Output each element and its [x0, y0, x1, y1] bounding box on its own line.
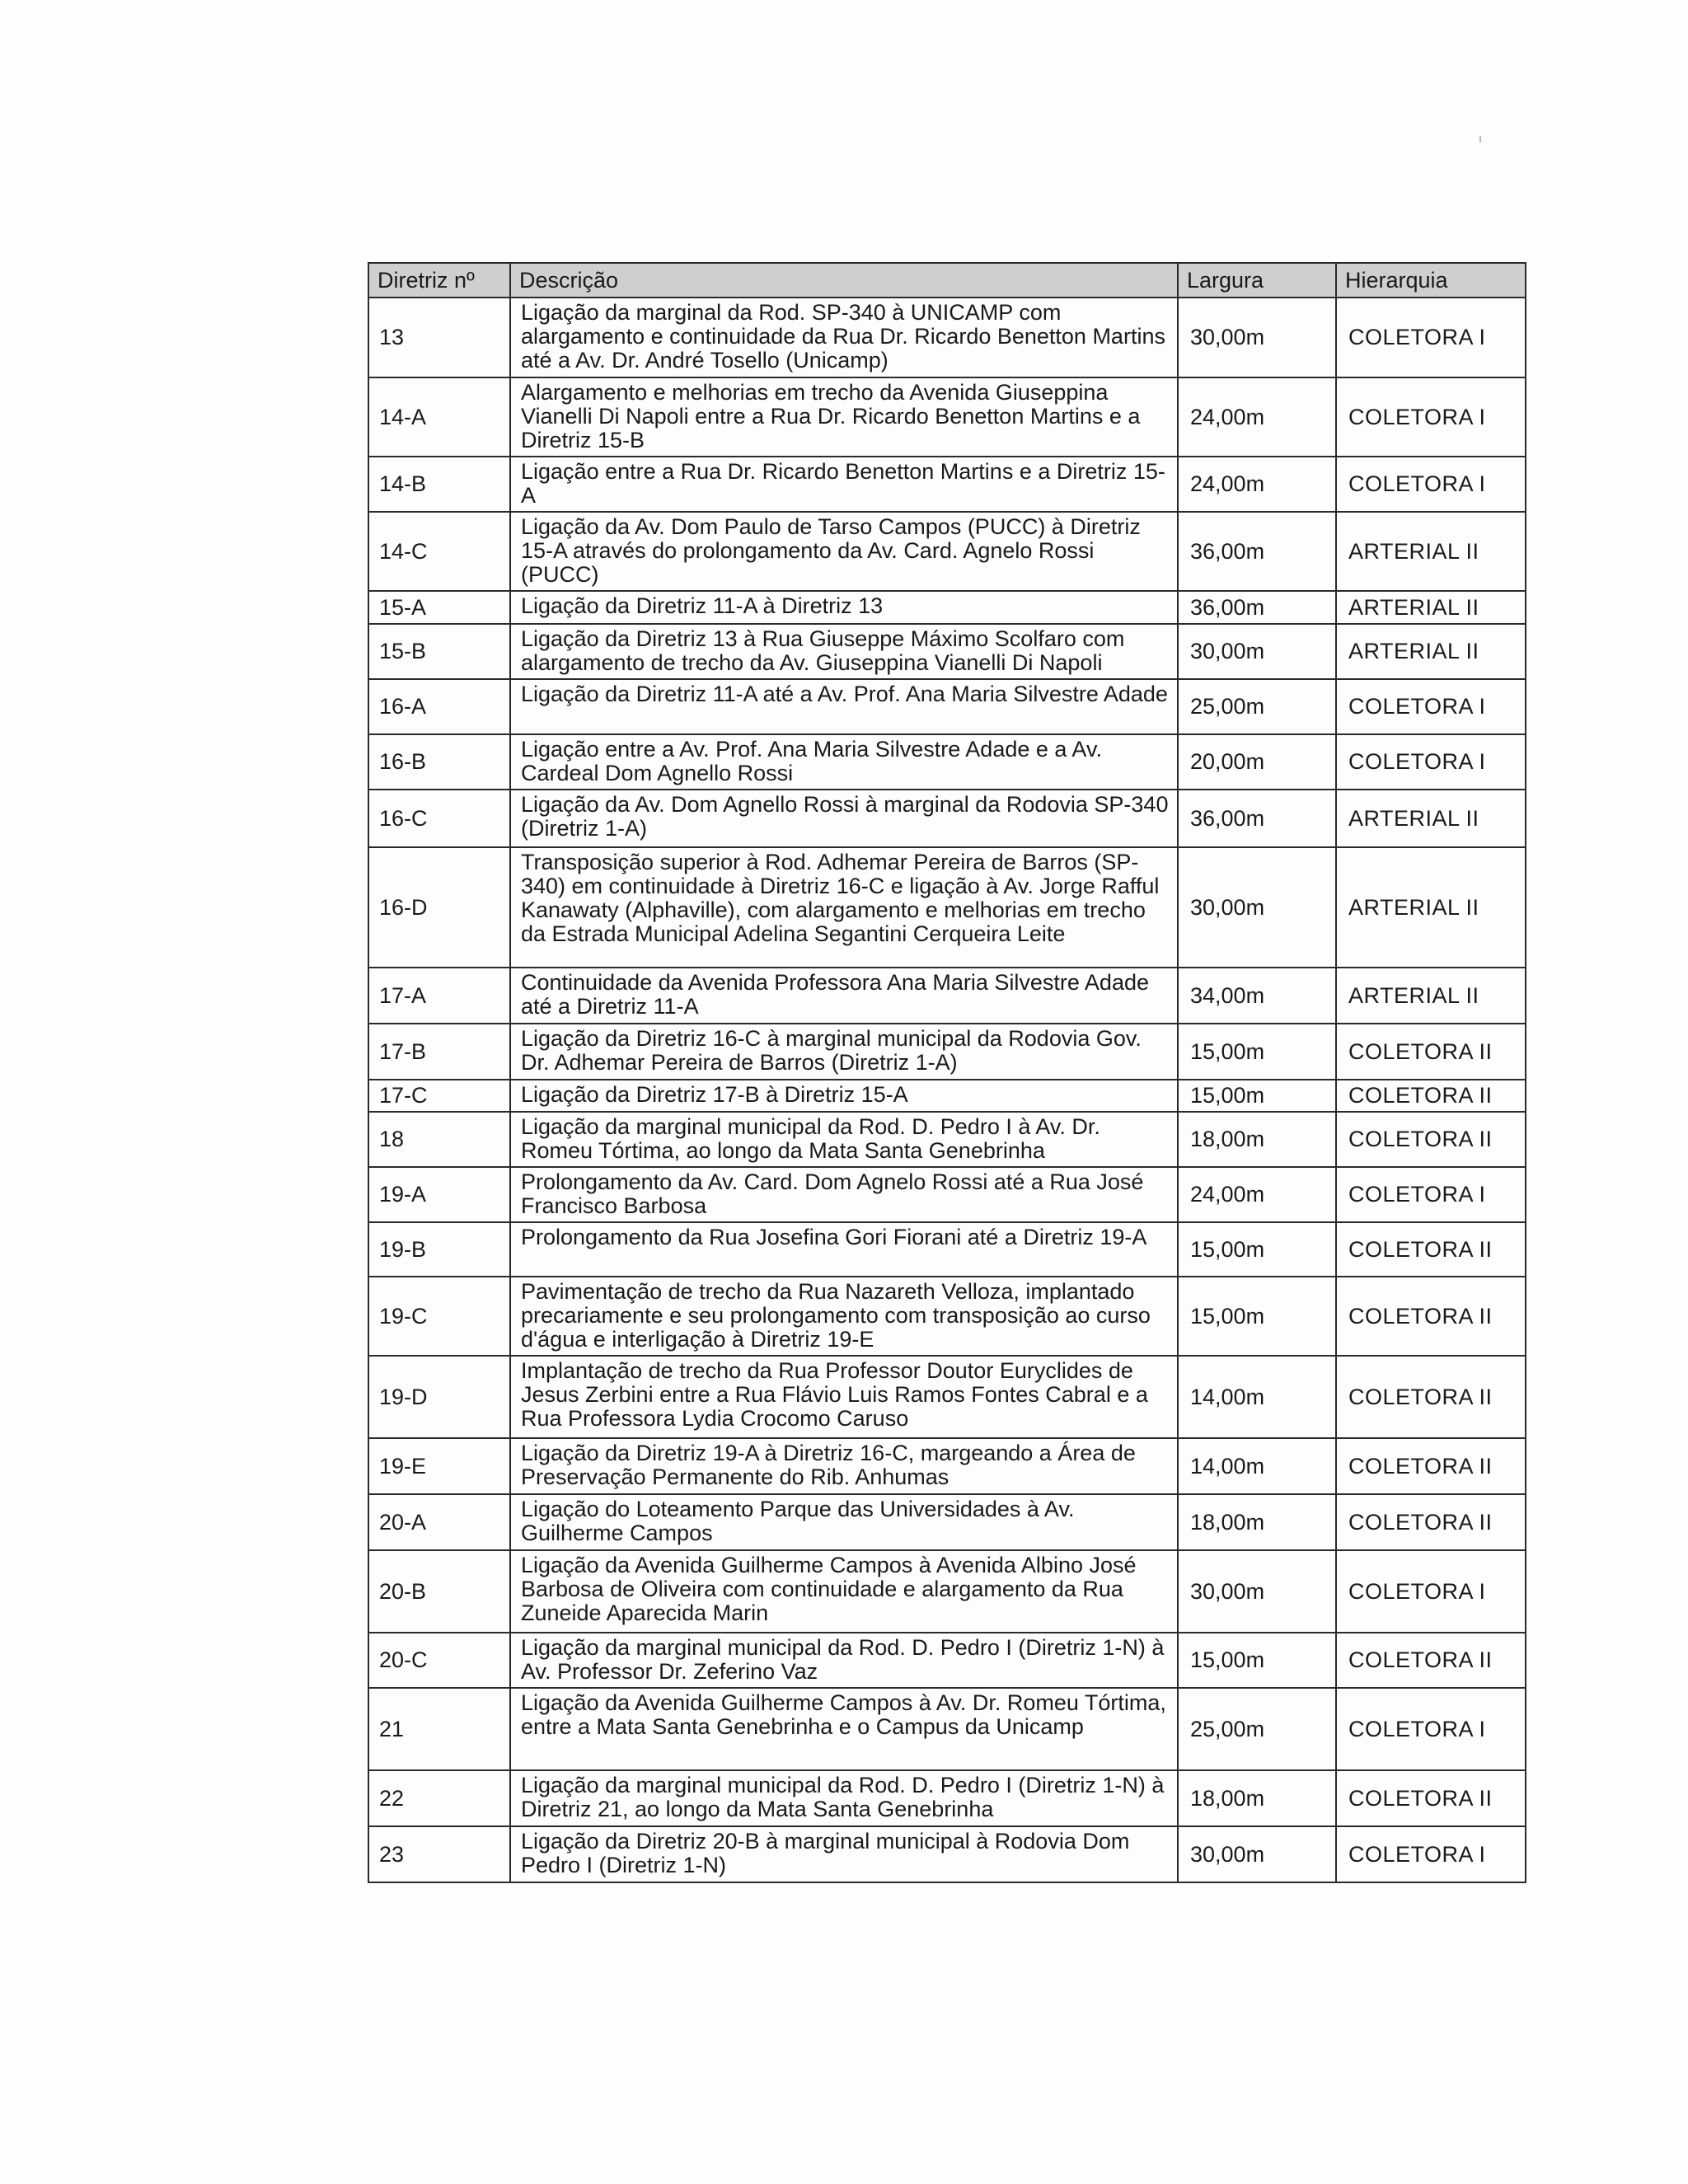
header-row: [368, 263, 1526, 298]
cell-hierarquia: COLETORA I: [1336, 734, 1526, 790]
cell-hierarquia: ARTERIAL II: [1336, 790, 1526, 847]
cell-largura: 15,00m: [1178, 1277, 1336, 1356]
cell-diretriz: 21: [368, 1688, 510, 1770]
cell-largura: 14,00m: [1178, 1438, 1336, 1494]
cell-diretriz: 15-A: [368, 591, 510, 624]
cell-descricao: Ligação da Diretriz 16-C à marginal municipal da Rodovia Gov. Dr. Adhemar Pereira de Barros (Diretriz 1-A): [510, 1024, 1178, 1080]
cell-diretriz: 16-D: [368, 847, 510, 968]
cell-descricao: Ligação da Diretriz 20-B à marginal municipal à Rodovia Dom Pedro I (Diretriz 1-N): [510, 1826, 1178, 1882]
cell-hierarquia: COLETORA II: [1336, 1080, 1526, 1112]
cell-descricao: Ligação entre a Av. Prof. Ana Maria Silvestre Adade e a Av. Cardeal Dom Agnello Rossi: [510, 734, 1178, 790]
cell-largura: 30,00m: [1178, 1826, 1336, 1882]
cell-descricao: Continuidade da Avenida Professora Ana Maria Silvestre Adade até a Diretriz 11-A: [510, 968, 1178, 1024]
cell-descricao: Alargamento e melhorias em trecho da Avenida Giuseppina Vianelli Di Napoli entre a Rua Dr. Ricardo Benetton Martins e a Diretriz 15-B: [510, 377, 1178, 457]
table-row: [368, 1438, 1526, 1494]
cell-largura: 24,00m: [1178, 1167, 1336, 1222]
cell-diretriz: 19-A: [368, 1167, 510, 1222]
cell-largura: 36,00m: [1178, 591, 1336, 624]
cell-hierarquia: ARTERIAL II: [1336, 968, 1526, 1024]
cell-hierarquia: COLETORA II: [1336, 1438, 1526, 1494]
cell-hierarquia: COLETORA I: [1336, 298, 1526, 377]
cell-diretriz: 13: [368, 298, 510, 377]
cell-largura: 24,00m: [1178, 377, 1336, 457]
cell-descricao: Ligação da Diretriz 19-A à Diretriz 16-C, margeando a Área de Preservação Permanente do Rib. Anhumas: [510, 1438, 1178, 1494]
cell-diretriz: 17-C: [368, 1080, 510, 1112]
cell-largura: 15,00m: [1178, 1024, 1336, 1080]
cell-hierarquia: COLETORA II: [1336, 1024, 1526, 1080]
cell-descricao: Implantação de trecho da Rua Professor Doutor Euryclides de Jesus Zerbini entre a Rua Flávio Luis Ramos Fontes Cabral e a Rua Professora Lydia Crocomo Caruso: [510, 1356, 1178, 1438]
cell-descricao: Transposição superior à Rod. Adhemar Pereira de Barros (SP-340) em continuidade à Diretriz 16-C e ligação à Av. Jorge Rafful Kanawaty (Alphaville), com alargamento e melhorias em trecho da Estrada Municipal Adelina Segantini Cerqueira Leite: [510, 847, 1178, 968]
cell-descricao: Prolongamento da Av. Card. Dom Agnelo Rossi até a Rua José Francisco Barbosa: [510, 1167, 1178, 1222]
cell-hierarquia: COLETORA I: [1336, 377, 1526, 457]
cell-largura: 30,00m: [1178, 1550, 1336, 1633]
table-row: [368, 679, 1526, 734]
cell-largura: 30,00m: [1178, 298, 1336, 377]
cell-hierarquia: ARTERIAL II: [1336, 847, 1526, 968]
cell-diretriz: 19-D: [368, 1356, 510, 1438]
cell-largura: 20,00m: [1178, 734, 1336, 790]
table-row: [368, 1770, 1526, 1826]
table-row: [368, 1550, 1526, 1633]
cell-hierarquia: COLETORA I: [1336, 1550, 1526, 1633]
table-row: [368, 1024, 1526, 1080]
cell-diretriz: 16-C: [368, 790, 510, 847]
cell-diretriz: 20-A: [368, 1494, 510, 1550]
cell-hierarquia: COLETORA I: [1336, 679, 1526, 734]
cell-diretriz: 19-B: [368, 1222, 510, 1277]
cell-diretriz: 18: [368, 1112, 510, 1167]
cell-descricao: Prolongamento da Rua Josefina Gori Fiorani até a Diretriz 19-A: [510, 1222, 1178, 1277]
cell-diretriz: 14-C: [368, 512, 510, 591]
table-row: [368, 1222, 1526, 1277]
cell-largura: 24,00m: [1178, 457, 1336, 512]
cell-hierarquia: ARTERIAL II: [1336, 512, 1526, 591]
cell-descricao: Ligação da Avenida Guilherme Campos à Avenida Albino José Barbosa de Oliveira com continuidade e alargamento da Rua Zuneide Aparecida Marin: [510, 1550, 1178, 1633]
cell-hierarquia: COLETORA I: [1336, 1167, 1526, 1222]
cell-descricao: Ligação da marginal da Rod. SP-340 à UNICAMP com alargamento e continuidade da Rua Dr. Ricardo Benetton Martins até a Av. Dr. André Tosello (Unicamp): [510, 298, 1178, 377]
cell-largura: 25,00m: [1178, 679, 1336, 734]
cell-hierarquia: COLETORA II: [1336, 1222, 1526, 1277]
table-row: [368, 1494, 1526, 1550]
cell-diretriz: 17-B: [368, 1024, 510, 1080]
cell-diretriz: 16-A: [368, 679, 510, 734]
cell-hierarquia: COLETORA II: [1336, 1356, 1526, 1438]
cell-diretriz: 20-B: [368, 1550, 510, 1633]
cell-descricao: Ligação da Avenida Guilherme Campos à Av. Dr. Romeu Tórtima, entre a Mata Santa Genebrinha e o Campus da Unicamp: [510, 1688, 1178, 1770]
cell-diretriz: 19-E: [368, 1438, 510, 1494]
table-row: [368, 457, 1526, 512]
cell-descricao: Ligação da Diretriz 17-B à Diretriz 15-A: [510, 1080, 1178, 1112]
scan-speck: [1479, 136, 1481, 143]
cell-largura: 25,00m: [1178, 1688, 1336, 1770]
cell-descricao: Ligação da marginal municipal da Rod. D. Pedro I (Diretriz 1-N) à Av. Professor Dr. Zeferino Vaz: [510, 1633, 1178, 1688]
cell-largura: 30,00m: [1178, 624, 1336, 679]
cell-descricao: Pavimentação de trecho da Rua Nazareth Velloza, implantado precariamente e seu prolongamento com transposição ao curso d'água e interligação à Diretriz 19-E: [510, 1277, 1178, 1356]
cell-largura: 15,00m: [1178, 1633, 1336, 1688]
cell-descricao: Ligação entre a Rua Dr. Ricardo Benetton Martins e a Diretriz 15-A: [510, 457, 1178, 512]
cell-hierarquia: COLETORA II: [1336, 1277, 1526, 1356]
table-row: [368, 377, 1526, 457]
cell-descricao: Ligação da marginal municipal da Rod. D. Pedro I (Diretriz 1-N) à Diretriz 21, ao longo da Mata Santa Genebrinha: [510, 1770, 1178, 1826]
cell-largura: 34,00m: [1178, 968, 1336, 1024]
cell-diretriz: 16-B: [368, 734, 510, 790]
table-row: [368, 968, 1526, 1024]
cell-largura: 18,00m: [1178, 1494, 1336, 1550]
header-hierarquia: Hierarquia: [1336, 263, 1526, 298]
header-descricao: Descrição: [510, 263, 1178, 298]
cell-diretriz: 23: [368, 1826, 510, 1882]
table-row: [368, 790, 1526, 847]
cell-hierarquia: COLETORA I: [1336, 1826, 1526, 1882]
table-row: [368, 1633, 1526, 1688]
cell-hierarquia: COLETORA I: [1336, 457, 1526, 512]
cell-diretriz: 15-B: [368, 624, 510, 679]
table-row: [368, 1080, 1526, 1112]
table-row: [368, 734, 1526, 790]
cell-largura: 36,00m: [1178, 512, 1336, 591]
cell-largura: 18,00m: [1178, 1770, 1336, 1826]
table-row: [368, 624, 1526, 679]
cell-descricao: Ligação da Diretriz 11-A até a Av. Prof. Ana Maria Silvestre Adade: [510, 679, 1178, 734]
table-row: [368, 512, 1526, 591]
cell-hierarquia: COLETORA II: [1336, 1494, 1526, 1550]
table-row: [368, 298, 1526, 377]
cell-largura: 14,00m: [1178, 1356, 1336, 1438]
table-body: [368, 298, 1526, 1882]
table-row: [368, 1826, 1526, 1882]
cell-descricao: Ligação da Av. Dom Paulo de Tarso Campos (PUCC) à Diretriz 15-A através do prolongamento da Av. Card. Agnelo Rossi (PUCC): [510, 512, 1178, 591]
cell-diretriz: 14-B: [368, 457, 510, 512]
cell-descricao: Ligação da Diretriz 13 à Rua Giuseppe Máximo Scolfaro com alargamento de trecho da Av. Giuseppina Vianelli Di Napoli: [510, 624, 1178, 679]
cell-descricao: Ligação da marginal municipal da Rod. D. Pedro I à Av. Dr. Romeu Tórtima, ao longo da Mata Santa Genebrinha: [510, 1112, 1178, 1167]
cell-descricao: Ligação do Loteamento Parque das Universidades à Av. Guilherme Campos: [510, 1494, 1178, 1550]
cell-largura: 15,00m: [1178, 1080, 1336, 1112]
cell-hierarquia: COLETORA II: [1336, 1112, 1526, 1167]
cell-hierarquia: ARTERIAL II: [1336, 591, 1526, 624]
cell-diretriz: 14-A: [368, 377, 510, 457]
cell-descricao: Ligação da Diretriz 11-A à Diretriz 13: [510, 591, 1178, 624]
cell-diretriz: 17-A: [368, 968, 510, 1024]
table-row: [368, 591, 1526, 624]
cell-largura: 15,00m: [1178, 1222, 1336, 1277]
cell-largura: 30,00m: [1178, 847, 1336, 968]
cell-hierarquia: COLETORA I: [1336, 1688, 1526, 1770]
cell-hierarquia: COLETORA II: [1336, 1770, 1526, 1826]
cell-hierarquia: COLETORA II: [1336, 1633, 1526, 1688]
header-largura: Largura: [1178, 263, 1336, 298]
cell-diretriz: 22: [368, 1770, 510, 1826]
table-row: [368, 1688, 1526, 1770]
table-row: [368, 1356, 1526, 1438]
cell-diretriz: 19-C: [368, 1277, 510, 1356]
cell-largura: 36,00m: [1178, 790, 1336, 847]
cell-hierarquia: ARTERIAL II: [1336, 624, 1526, 679]
diretrizes-table: [368, 262, 1526, 1883]
table-row: [368, 1277, 1526, 1356]
table-row: [368, 1167, 1526, 1222]
header-diretriz: Diretriz nº: [368, 263, 510, 298]
cell-diretriz: 20-C: [368, 1633, 510, 1688]
table-row: [368, 1112, 1526, 1167]
cell-descricao: Ligação da Av. Dom Agnello Rossi à marginal da Rodovia SP-340 (Diretriz 1-A): [510, 790, 1178, 847]
table-header: [368, 263, 1526, 298]
table-row: [368, 847, 1526, 968]
cell-largura: 18,00m: [1178, 1112, 1336, 1167]
